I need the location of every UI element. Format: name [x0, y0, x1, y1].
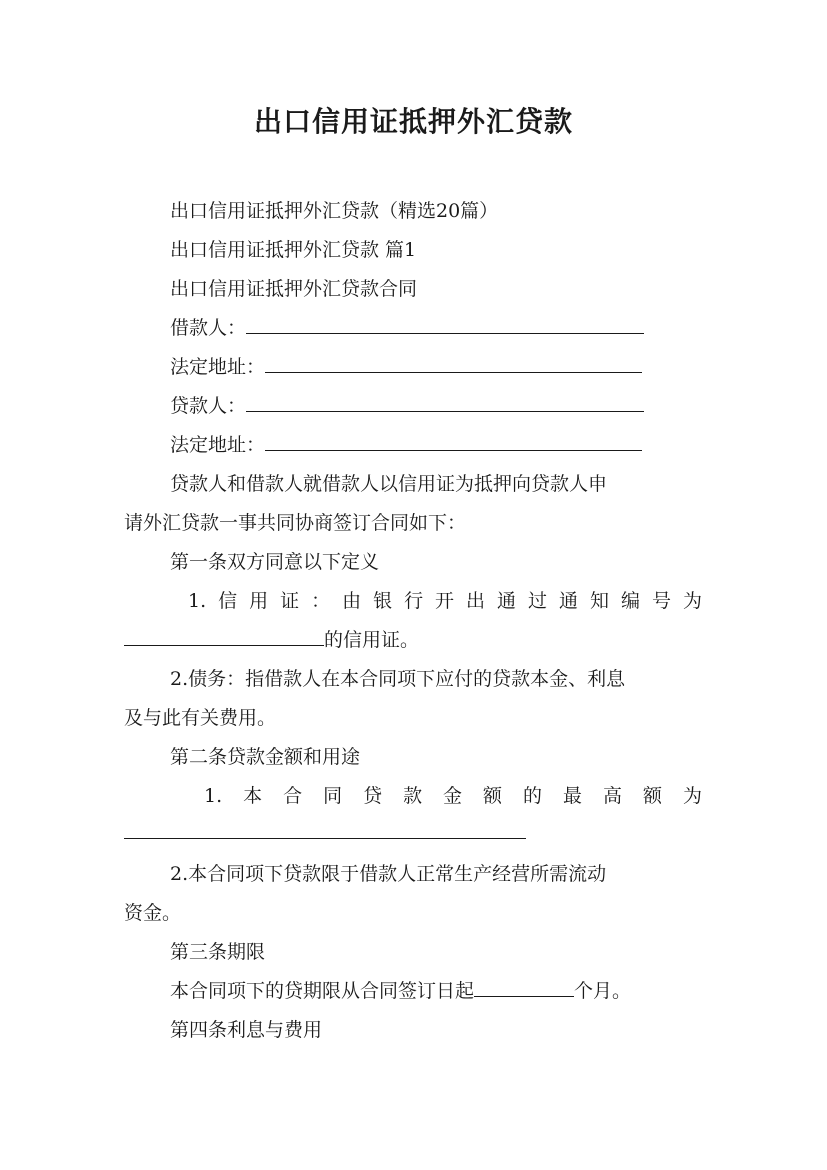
- amount-line-2: [124, 820, 526, 846]
- subtitle-line: 出口信用证抵押外汇贷款（精选20篇）: [170, 200, 499, 222]
- term-line: [170, 978, 631, 1004]
- article-2-heading: 第二条贷款金额和用途: [170, 746, 361, 768]
- borrower-field: [170, 315, 644, 341]
- term-text: 本合同项下的贷期限从合同签订日起: [170, 980, 475, 1002]
- address-label-1: 法定地址：: [170, 356, 266, 378]
- article-1-heading: 第一条双方同意以下定义: [170, 551, 380, 573]
- definition-2-line-2: 及与此有关费用。: [124, 707, 277, 729]
- intro-line-2: 请外汇贷款一事共同协商签订合同如下：: [124, 512, 467, 534]
- use-line-2: 资金。: [124, 902, 182, 924]
- definition-1-tail: 的信用证。: [324, 629, 420, 651]
- address-label-2: 法定地址：: [170, 434, 266, 456]
- address-blank-2: [265, 432, 642, 451]
- document-title: 出口信用证抵押外汇贷款: [253, 105, 573, 138]
- term-months-blank: [474, 978, 574, 997]
- definition-2-line-1: 2.债务：指借款人在本合同项下应付的贷款本金、利息: [170, 668, 626, 690]
- term-tail: 个月。: [574, 980, 632, 1002]
- lender-label: 贷款人：: [170, 395, 247, 417]
- definition-1-line-2: [124, 627, 419, 653]
- address-field-1: [170, 354, 642, 380]
- definition-1-line-1: 1.信用证：由银行开出通过通知编号为: [188, 590, 702, 612]
- contract-title: 出口信用证抵押外汇贷款合同: [170, 278, 418, 300]
- lc-number-blank: [124, 627, 324, 646]
- amount-blank: [124, 820, 526, 839]
- amount-line-1: 1.本合同贷款金额的最高额为: [204, 785, 702, 807]
- section-heading: 出口信用证抵押外汇贷款 篇1: [170, 239, 417, 261]
- article-3-heading: 第三条期限: [170, 941, 266, 963]
- borrower-label: 借款人：: [170, 317, 247, 339]
- use-line-1: 2.本合同项下贷款限于借款人正常生产经营所需流动: [170, 863, 607, 885]
- borrower-blank: [246, 315, 644, 334]
- intro-line-1: 贷款人和借款人就借款人以信用证为抵押向贷款人申: [170, 473, 608, 495]
- lender-blank: [246, 393, 644, 412]
- article-4-heading: 第四条利息与费用: [170, 1019, 323, 1041]
- address-field-2: [170, 432, 642, 458]
- lender-field: [170, 393, 644, 419]
- address-blank-1: [265, 354, 642, 373]
